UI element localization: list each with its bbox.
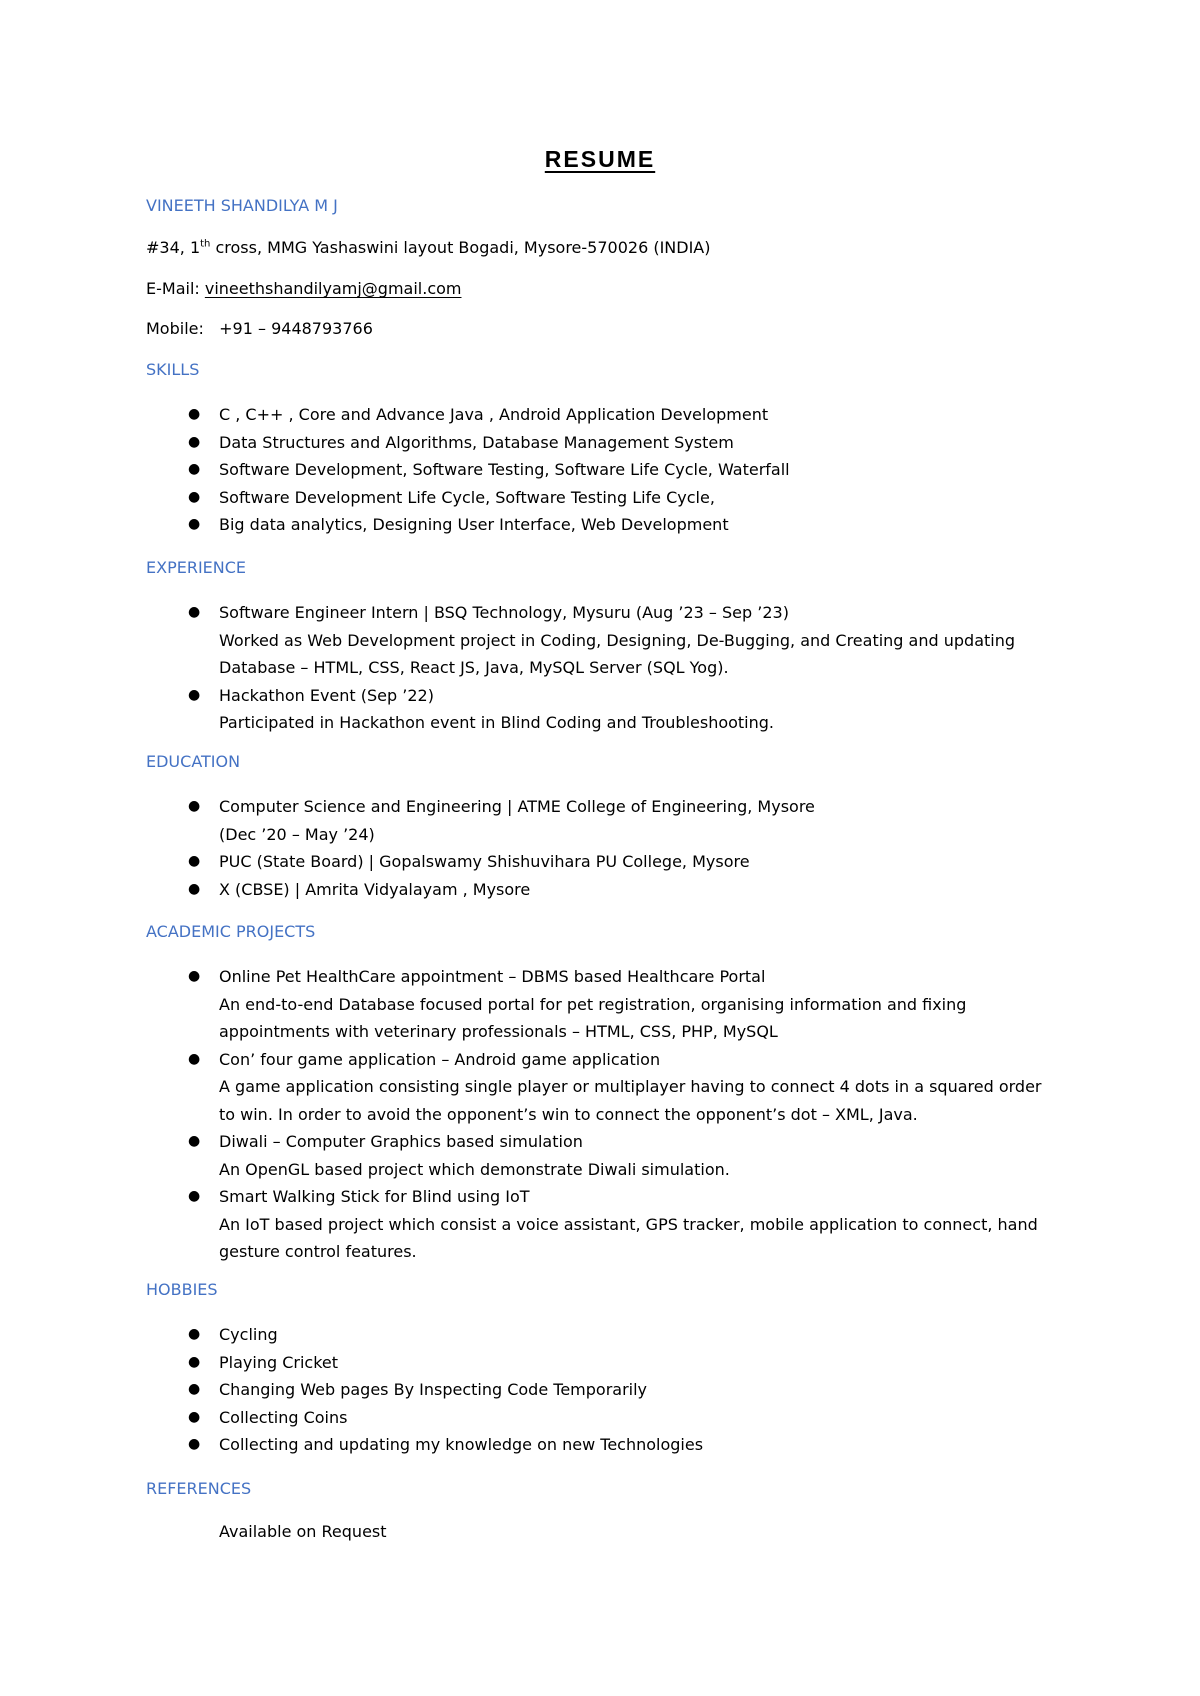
projects-list [0,963,1200,1266]
candidate-name: VINEETH SHANDILYA M J [146,196,338,215]
experience-list [0,599,1200,737]
hobbies-list [0,1321,1200,1459]
education-list [0,793,1200,903]
email-link[interactable]: vineethshandilyamj@gmail.com [204,279,462,298]
list-item: ● Smart Walking Stick for Blind using IoT An IoT based project which consist a voice assistant, GPS tracker, mobile application to connect, hand gesture control features. [188,1187,1038,1261]
list-item: ● Changing Web pages By Inspecting Code Temporarily [188,1380,648,1399]
list-item: ● Diwali – Computer Graphics based simulation An OpenGL based project which demonstrate Diwali simulation. [188,1132,730,1179]
address: #34, 1th cross, MMG Yashaswini layout Bogadi, Mysore-570026 (INDIA) [146,238,711,257]
mobile-line: Mobile: +91 – 9448793766 [146,319,373,338]
list-item: ● Data Structures and Algorithms, Database Management System [188,432,734,452]
references-heading: REFERENCES [146,1479,252,1498]
education-heading: EDUCATION [146,752,241,771]
hobbies-heading: HOBBIES [146,1280,218,1299]
list-item: ● Collecting and updating my knowledge on new Technologies [188,1435,704,1454]
list-item: ● C , C++ , Core and Advance Java , Android Application Development [188,405,769,424]
list-item: ● PUC (State Board) | Gopalswamy Shishuvihara PU College, Mysore [188,852,750,871]
projects-heading: ACADEMIC PROJECTS [146,922,316,941]
skills-heading: SKILLS [146,360,200,379]
references-text: Available on Request [219,1522,387,1541]
experience-heading: EXPERIENCE [146,558,247,577]
list-item: ● Collecting Coins [188,1407,348,1427]
list-item: ● X (CBSE) | Amrita Vidyalayam , Mysore [188,879,531,899]
list-item: ● Con’ four game application – Android game application A game application consisting single player or multiplayer having to connect 4 dots in a squared order to win. In order to avoid the opponent’s win to connect the opponent’s dot – XML, Java. [188,1049,1042,1124]
list-item: ● Online Pet HealthCare appointment – DBMS based Healthcare Portal An end-to-end Database focused portal for pet registration, organising information and fixing appointments with veterinary professionals – HTML, CSS, PHP, MySQL [188,967,967,1041]
list-item: ● Software Development Life Cycle, Software Testing Life Cycle, [188,487,715,507]
list-item: ● Hackathon Event (Sep ’22) Participated in Hackathon event in Blind Coding and Troubleshooting. [188,685,775,732]
email-line: E-Mail: vineethshandilyamj@gmail.com [146,279,462,298]
page-title: RESUME [544,146,656,172]
list-item: ● Cycling [188,1325,278,1344]
mobile-number: +91 – 9448793766 [219,319,373,338]
list-item: ● Computer Science and Engineering | ATME College of Engineering, Mysore (Dec ’20 – May ’24) [188,797,815,844]
skills-list [0,401,1200,539]
list-item: ● Playing Cricket [188,1352,338,1372]
list-item: ● Software Engineer Intern | BSQ Technology, Mysuru (Aug ’23 – Sep ’23) Worked as Web Development project in Coding, Designing, De-Bugging, and Creating and updating Database – HTML, CSS, React JS, Java, MySQL Server (SQL Yog). [188,603,1016,677]
list-item: ● Software Development, Software Testing, Software Life Cycle, Waterfall [188,460,790,479]
list-item: ● Big data analytics, Designing User Interface, Web Development [188,515,729,534]
